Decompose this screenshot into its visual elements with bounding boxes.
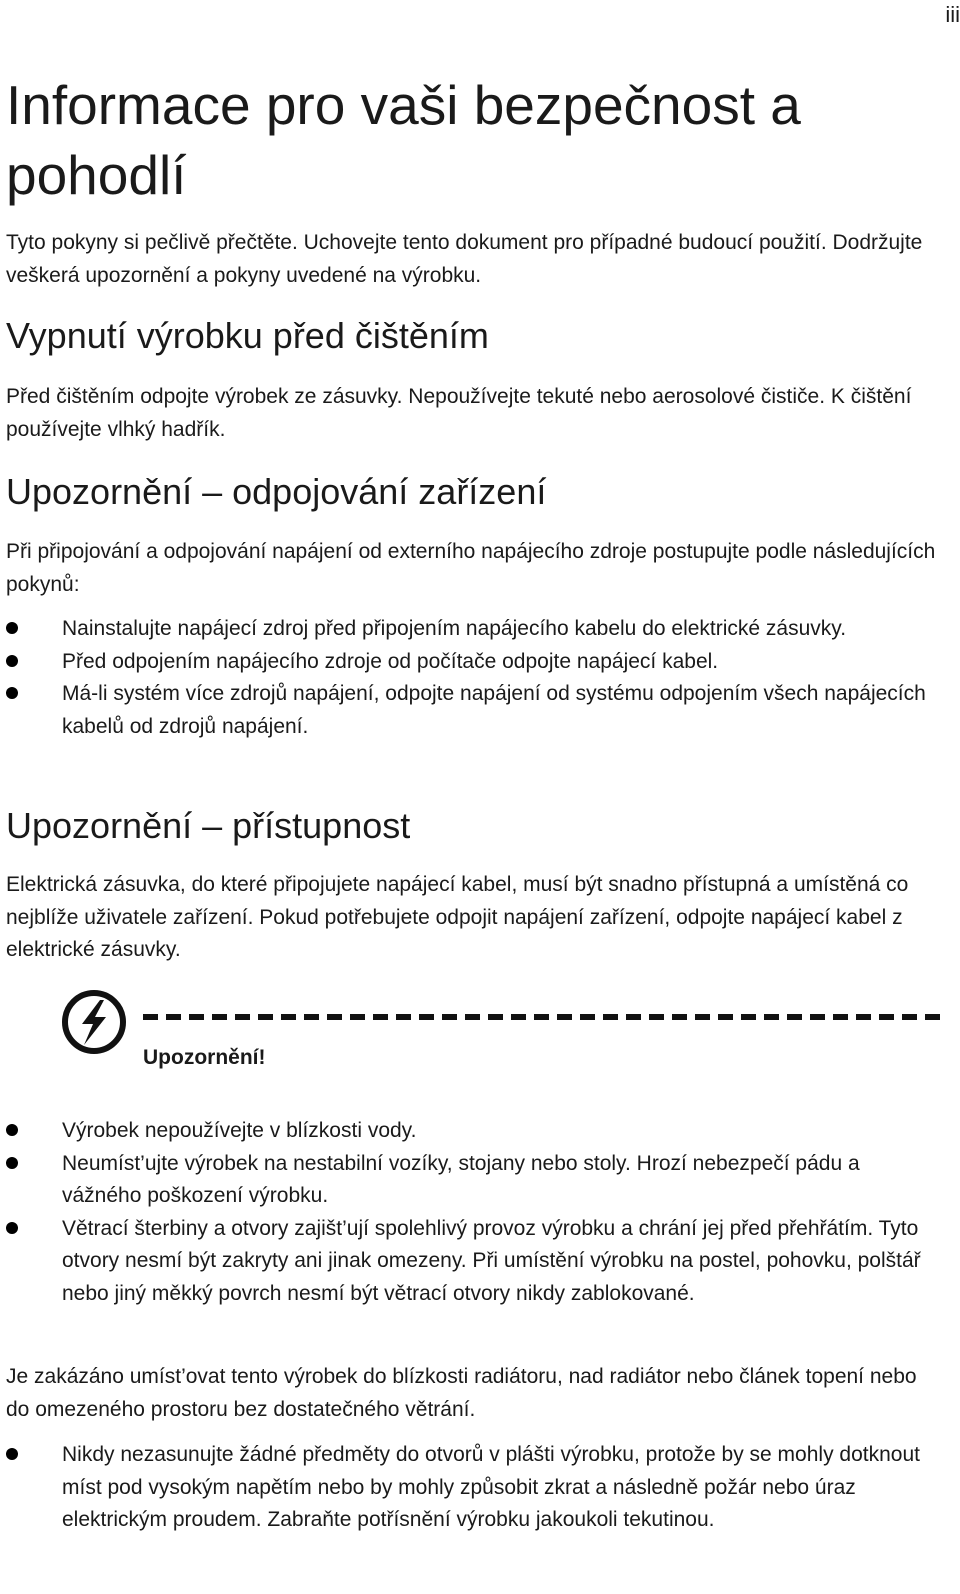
bullet-icon: [6, 1157, 18, 1169]
bullet-icon: [6, 622, 18, 634]
bullet-icon: [6, 1124, 18, 1136]
list-item-text: Nikdy nezasunujte žádné předměty do otvorů v plášti výrobku, protože by se mohly dotknout míst pod vysokým napětím nebo by mohly způsobit zkrat a následně požár nebo úraz elektrickým proudem. Zabraňte potřísnění výrobku jakoukoli tekutinou.: [62, 1443, 920, 1531]
list-item: [6, 1115, 941, 1148]
list-item: [6, 1213, 941, 1311]
page-title: Informace pro vaši bezpečnost a pohodlí: [6, 74, 801, 206]
radiator-paragraph: Je zakázáno umíst’ovat tento výrobek do blízkosti radiátoru, nad radiátor nebo článek topení nebo do omezeného prostoru bez dostatečného větrání.: [6, 1365, 917, 1421]
list-item: [6, 646, 941, 679]
warning-divider: [143, 1013, 943, 1021]
section-heading-cleaning: Vypnutí výrobku před čištěním: [6, 315, 489, 356]
list-item-text: Větrací šterbiny a otvory zajišt’ují spolehlivý provoz výrobku a chrání jej před přehřátím. Tyto otvory nesmí být zakryty ani jinak omezeny. Při umístění výrobku na postel, pohovku, polštář nebo jiný měkký povrch nesmí být větrací otvory nikdy zablokované.: [62, 1216, 921, 1305]
cleaning-paragraph: Před čištěním odpojte výrobek ze zásuvky. Nepoužívejte tekuté nebo aerosolové čističe. K čištění používejte vlhký hadřík.: [6, 385, 912, 441]
list-item: [6, 1148, 941, 1213]
intro-paragraph: Tyto pokyny si pečlivě přečtěte. Uchovejte tento dokument pro případné budoucí použití. Dodržujte veškerá upozornění a pokyny uvedené na výrobku.: [6, 231, 923, 287]
warning-list: [6, 1115, 941, 1310]
list-item-text: Nainstalujte napájecí zdroj před připojením napájecího kabelu do elektrické zásuvky.: [62, 617, 847, 640]
list-item: [6, 1439, 941, 1537]
list-item-text: Neumíst’ujte výrobek na nestabilní vozíky, stojany nebo stoly. Hrozí nebezpečí pádu a vážného poškození výrobku.: [62, 1151, 860, 1207]
list-item: [6, 613, 941, 646]
section-heading-access: Upozornění – přístupnost: [6, 805, 411, 846]
bullet-icon: [6, 1222, 18, 1234]
list-item-text: Výrobek nepoužívejte v blízkosti vody.: [62, 1119, 417, 1142]
bullet-icon: [6, 1448, 18, 1460]
page-number: iii: [945, 2, 960, 27]
warning-list-2: [6, 1439, 941, 1537]
disconnect-list: [6, 613, 941, 743]
lightning-warning-icon: [60, 988, 128, 1056]
access-paragraph: Elektrická zásuvka, do které připojujete napájecí kabel, musí být snadno přístupná a umístěná co nejblíže uživatele zařízení. Pokud potřebujete odpojit napájení zařízení, odpojte napájecí kabel z elektrické zásuvky.: [6, 873, 909, 961]
bullet-icon: [6, 687, 18, 699]
warning-label: Upozornění!: [143, 1046, 266, 1069]
section-heading-disconnect: Upozornění – odpojování zařízení: [6, 471, 547, 512]
disconnect-paragraph: Při připojování a odpojování napájení od externího napájecího zdroje postupujte podle následujících pokynů:: [6, 540, 936, 596]
list-item: [6, 678, 941, 743]
list-item-text: Má-li systém více zdrojů napájení, odpojte napájení od systému odpojením všech napájecích kabelů od zdrojů napájení.: [62, 682, 926, 738]
bullet-icon: [6, 655, 18, 667]
list-item-text: Před odpojením napájecího zdroje od počítače odpojte napájecí kabel.: [62, 649, 719, 673]
